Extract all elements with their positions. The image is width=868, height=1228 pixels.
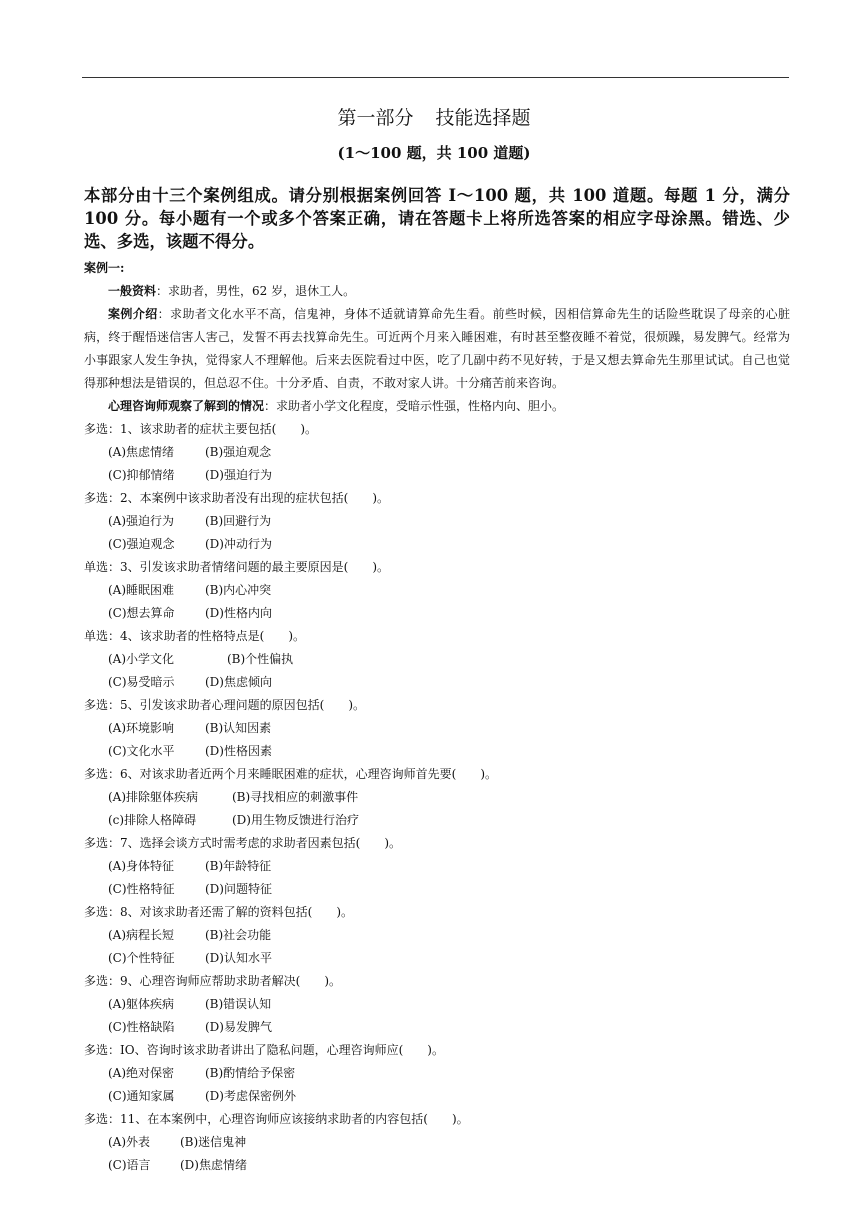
answer-option: (C)通知家属 xyxy=(108,1089,175,1103)
option-row xyxy=(84,510,790,533)
answer-option: (A)睡眠困难 xyxy=(108,583,175,597)
answer-option: (B)寻找相应的刺激事件 xyxy=(232,790,359,804)
section-instructions: 本部分由十三个案例组成。请分别根据案例回答 I～100 题，共 100 道题。每题 1 分，满分 100 分。每小题有一个或多个答案正确，请在答题卡上将所选答案的相应字母涂黑。错选、少选、多选，该题不得分。 xyxy=(84,186,790,251)
answer-option: (A)小学文化 xyxy=(108,652,175,666)
answer-option: (A)排除躯体疾病 xyxy=(108,790,199,804)
answer-option: (C)语言 xyxy=(108,1158,151,1172)
answer-option: (A)强迫行为 xyxy=(108,514,175,528)
title-name: 技能选择题 xyxy=(435,107,531,129)
observation-text: ：求助者小学文化程度，受暗示性强，性格内向、胆小。 xyxy=(264,399,565,413)
case-label: 案例一: xyxy=(84,261,125,275)
question-stem: 多选：9、心理咨询师应帮助求助者解决( )。 xyxy=(84,974,341,988)
answer-option: (A)身体特征 xyxy=(108,859,175,873)
answer-option: (D)强迫行为 xyxy=(205,468,272,482)
option-row xyxy=(84,1154,790,1177)
option-row xyxy=(84,671,790,694)
answer-option: (C)性格缺陷 xyxy=(108,1020,175,1034)
answer-option: (A)躯体疾病 xyxy=(108,997,175,1011)
option-row xyxy=(84,1131,790,1154)
answer-option: (A)外表 xyxy=(108,1135,151,1149)
general-info xyxy=(84,280,790,303)
question-stem: 多选：6、对该求助者近两个月来睡眠困难的症状，心理咨询师首先要( )。 xyxy=(84,767,498,781)
option-row xyxy=(84,740,790,763)
option-row xyxy=(84,924,790,947)
answer-option: (B)年龄特征 xyxy=(205,859,272,873)
option-row xyxy=(84,441,790,464)
question-stem: 多选：5、引发该求助者心理问题的原因包括( )。 xyxy=(84,698,366,712)
option-row xyxy=(84,717,790,740)
answer-option: (A)环境影响 xyxy=(108,721,175,735)
option-row xyxy=(84,786,790,809)
answer-option: (D)认知水平 xyxy=(205,951,272,965)
answer-option: (C)强迫观念 xyxy=(108,537,175,551)
question-stem: 多选：7、选择会谈方式时需考虑的求助者因素包括( )。 xyxy=(84,836,402,850)
case-content xyxy=(84,257,790,1177)
answer-option: (B)回避行为 xyxy=(205,514,272,528)
option-row xyxy=(84,855,790,878)
question-stem: 多选：8、对该求助者还需了解的资料包括( )。 xyxy=(84,905,353,919)
answer-option: (B)社会功能 xyxy=(205,928,272,942)
question-stem: 单选：3、引发该求助者情绪问题的最主要原因是( )。 xyxy=(84,560,390,574)
question-stem: 多选：IO、咨询时该求助者讲出了隐私问题，心理咨询师应( )。 xyxy=(84,1043,444,1057)
answer-option: (A)绝对保密 xyxy=(108,1066,175,1080)
case-introduction xyxy=(84,303,790,395)
option-row xyxy=(84,1062,790,1085)
case-intro-label: 案例介绍 xyxy=(108,307,158,321)
option-row xyxy=(84,602,790,625)
option-row xyxy=(84,579,790,602)
answer-option: (C)想去算命 xyxy=(108,606,175,620)
option-row xyxy=(84,648,790,671)
option-row xyxy=(84,993,790,1016)
answer-option: (B)个性偏执 xyxy=(227,652,294,666)
question-stem: 单选：4、该求助者的性格特点是( )。 xyxy=(84,629,305,643)
answer-option: (D)焦虑情绪 xyxy=(180,1158,247,1172)
answer-option: (D)性格内向 xyxy=(205,606,272,620)
option-row xyxy=(84,947,790,970)
general-info-label: 一般资料 xyxy=(108,284,157,298)
option-row xyxy=(84,809,790,832)
answer-option: (D)冲动行为 xyxy=(205,537,272,551)
title-part: 第一部分 xyxy=(337,107,414,129)
answer-option: (D)易发脾气 xyxy=(205,1020,272,1034)
option-row xyxy=(84,533,790,556)
case-intro-text: ：求助者文化水平不高，信鬼神，身体不适就请算命先生看。前些时候，因相信算命先生的话险些耽误了母亲的心脏病，终于醒悟迷信害人害己，发誓不再去找算命先生。可近两个月来入睡困难，有时甚至整夜睡不着觉，很烦躁，易发脾气。经常为小事跟家人发生争执，觉得家人不理解他。后来去医院看过中医，吃了几副中药不见好转，于是又想去算命先生那里试试。自己也觉得那种想法是错误的，但总忍不住。十分矛盾、自责，不敢对家人讲。十分痛苦前来咨询。 xyxy=(84,307,790,390)
answer-option: (D)焦虑倾向 xyxy=(205,675,272,689)
page-subtitle: (1～100 题，共 100 道题) xyxy=(337,144,531,162)
answer-option: (C)文化水平 xyxy=(108,744,175,758)
option-row xyxy=(84,1016,790,1039)
option-row xyxy=(84,464,790,487)
option-row xyxy=(84,1085,790,1108)
page-title xyxy=(0,105,868,131)
question-stem: 多选：11、在本案例中，心理咨询师应该接纳求助者的内容包括( )。 xyxy=(84,1112,469,1126)
header-rule xyxy=(82,77,789,78)
question-list xyxy=(84,418,790,1177)
answer-option: (C)个性特征 xyxy=(108,951,175,965)
answer-option: (B)酌情给予保密 xyxy=(205,1066,296,1080)
answer-option: (B)认知因素 xyxy=(205,721,272,735)
answer-option: (C)抑郁情绪 xyxy=(108,468,175,482)
answer-option: (D)考虑保密例外 xyxy=(205,1089,296,1103)
option-row xyxy=(84,878,790,901)
observation xyxy=(84,395,790,418)
answer-option: (D)用生物反馈进行治疗 xyxy=(232,813,359,827)
answer-option: (B)强迫观念 xyxy=(205,445,272,459)
question-stem: 多选：2、本案例中该求助者没有出现的症状包括( )。 xyxy=(84,491,390,505)
answer-option: (A)病程长短 xyxy=(108,928,175,942)
answer-option: (C)易受暗示 xyxy=(108,675,175,689)
observation-label: 心理咨询师观察了解到的情况 xyxy=(108,399,265,413)
answer-option: (A)焦虑情绪 xyxy=(108,445,175,459)
answer-option: (B)内心冲突 xyxy=(205,583,272,597)
answer-option: (D)性格因素 xyxy=(205,744,272,758)
answer-option: (c)排除人格障碍 xyxy=(108,813,197,827)
answer-option: (C)性格特征 xyxy=(108,882,175,896)
question-stem: 多选：1、该求助者的症状主要包括( )。 xyxy=(84,422,317,436)
answer-option: (B)迷信鬼神 xyxy=(180,1135,247,1149)
answer-option: (B)错误认知 xyxy=(205,997,272,1011)
general-info-text: ：求助者，男性，62 岁，退休工人。 xyxy=(156,284,356,298)
answer-option: (D)问题特征 xyxy=(205,882,272,896)
